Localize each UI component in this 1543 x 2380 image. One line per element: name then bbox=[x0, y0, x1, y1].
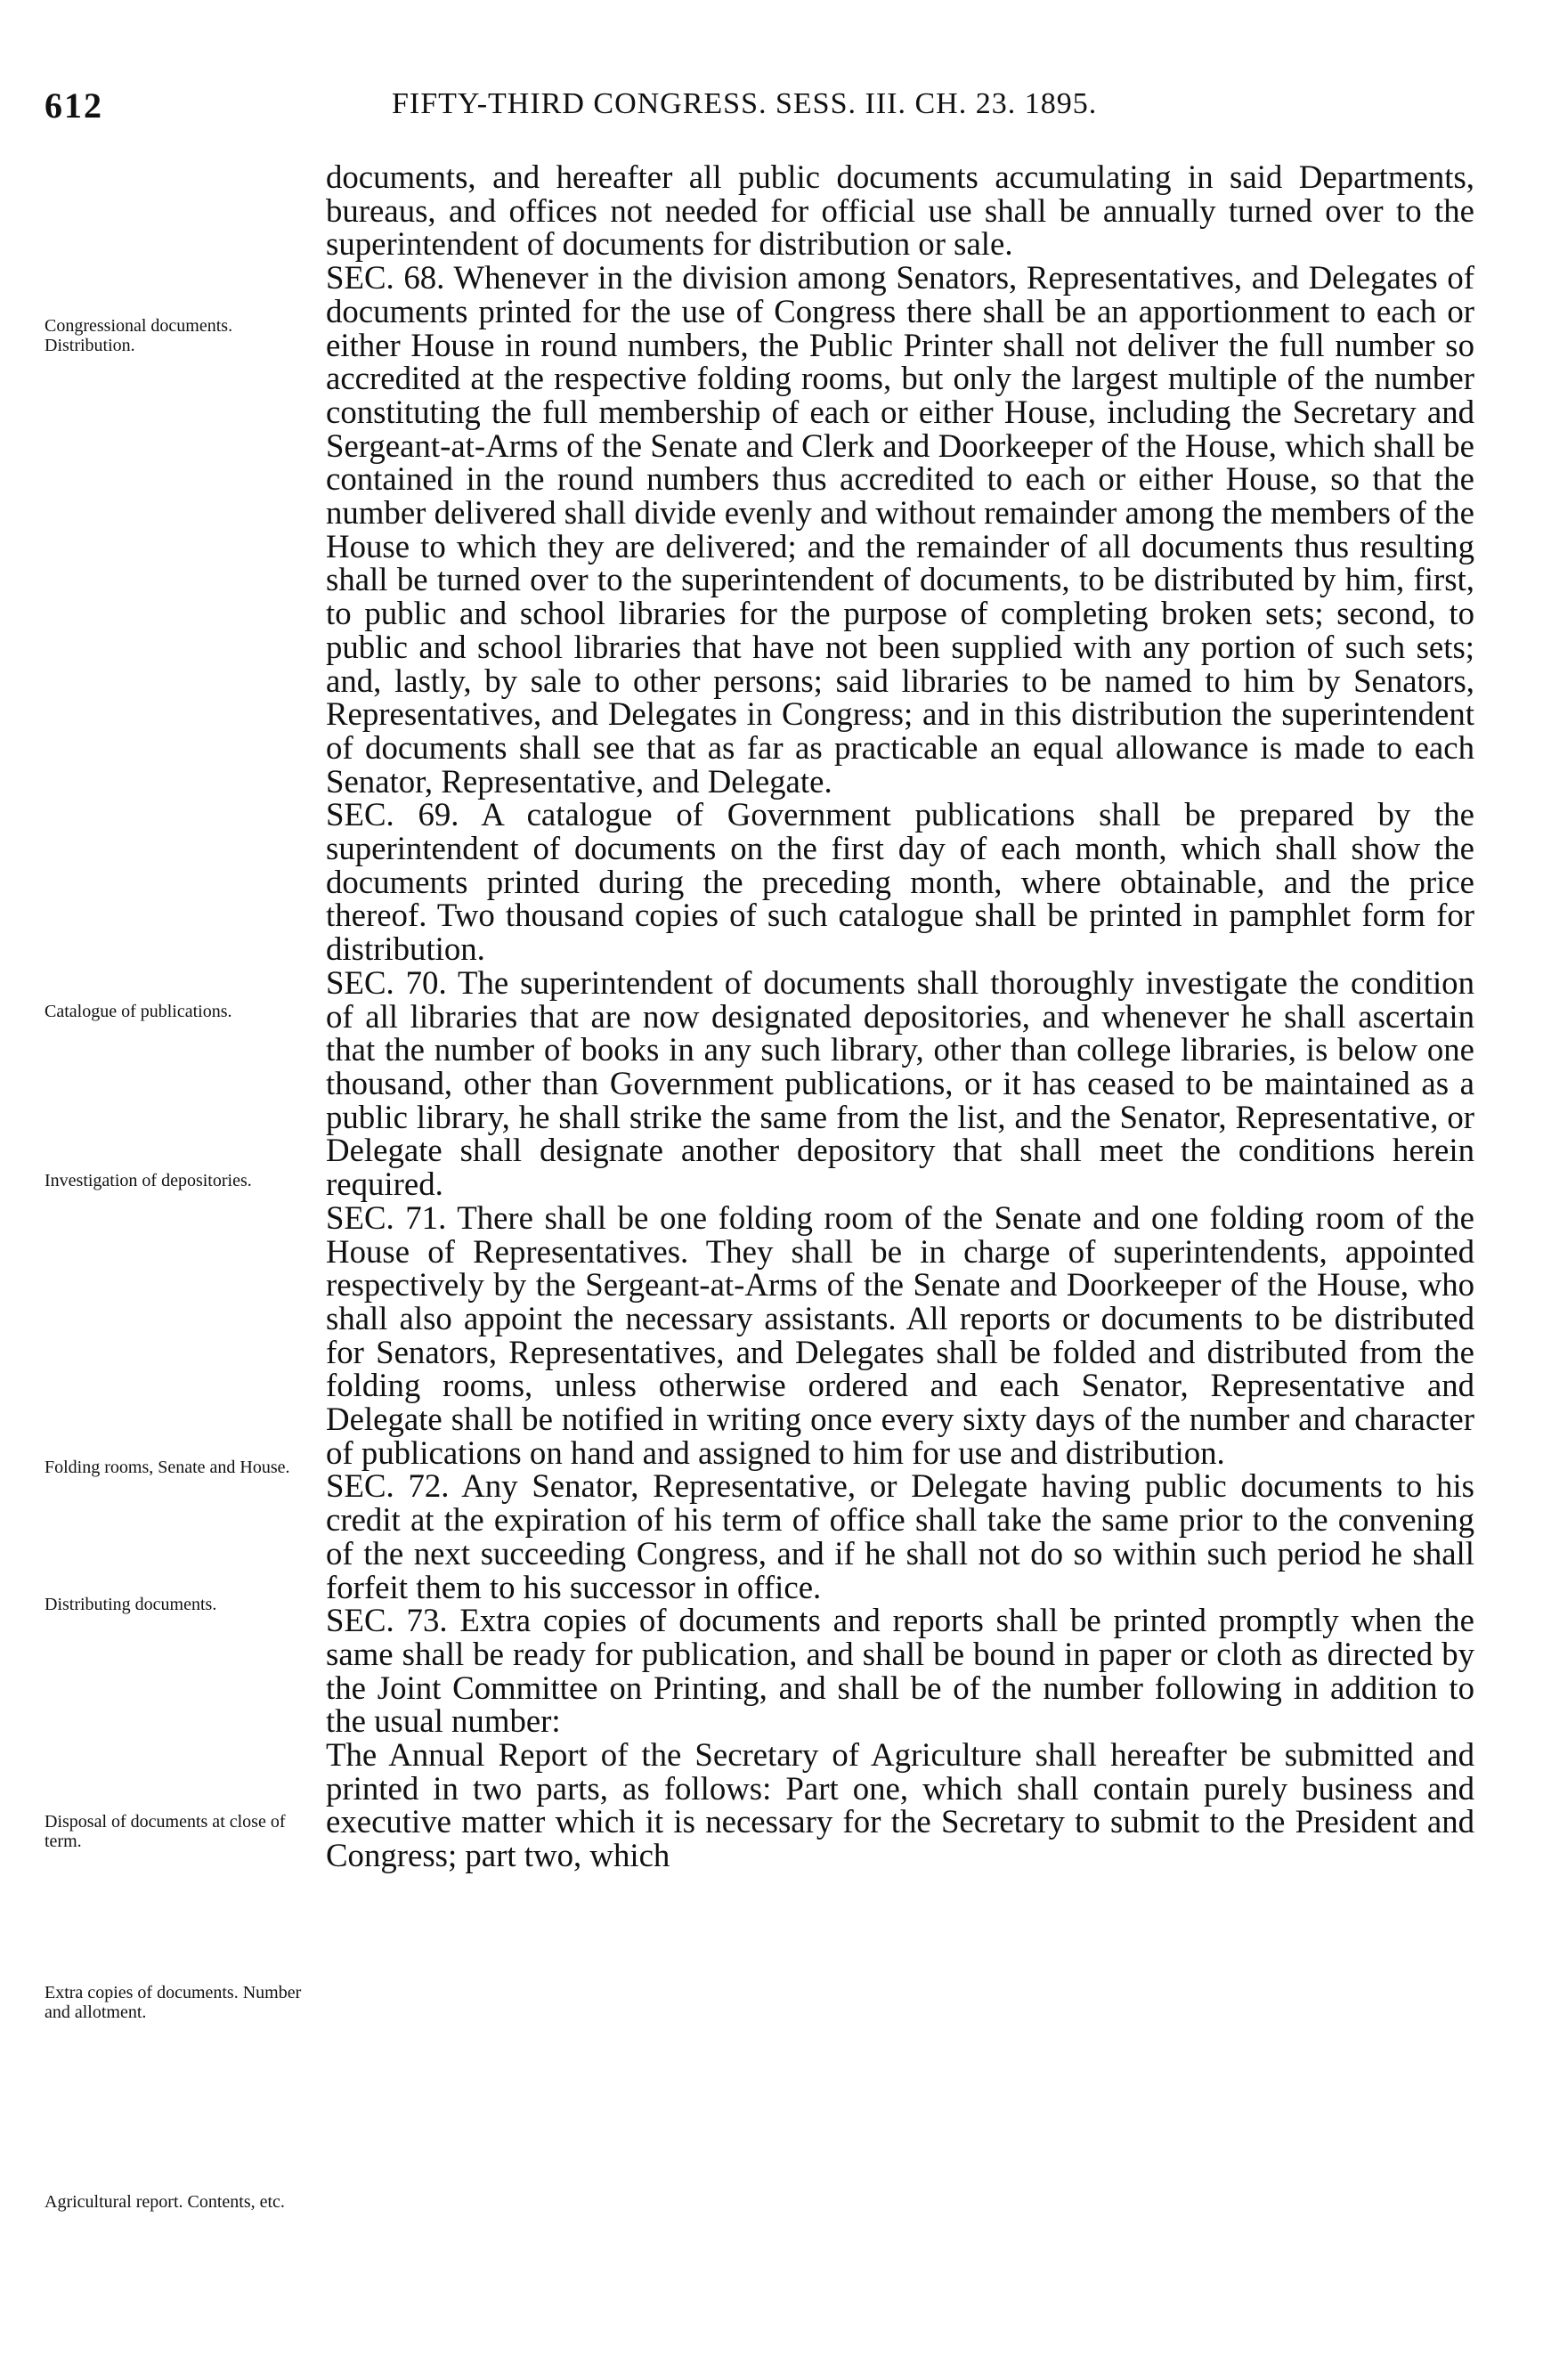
section-68 bbox=[326, 261, 1474, 798]
margin-note-agricultural-report: Agricultural report. Contents, etc. bbox=[45, 2192, 285, 2212]
section-text: The superintendent of documents shall thoroughly investigate the condition of all libraries that are now designated depositories, and whenever he shall ascertain that the number of books in any such library, other than college libraries, is below one thousand, other than Government publications, or it has ceased to be maintained as a public library, he shall strike the same from the list, and the Senator, Representative, or Delegate shall designate another depository that shall meet the conditions herein required. bbox=[326, 963, 1474, 1203]
paragraph-continuation bbox=[326, 160, 1474, 261]
margin-note-distributing-documents: Distributing documents. bbox=[45, 1595, 217, 1614]
section-label: SEC. 73. bbox=[326, 1602, 448, 1639]
section-71 bbox=[326, 1198, 1474, 1471]
body-text bbox=[326, 160, 1474, 1872]
section-text: Extra copies of documents and reports shall be printed promptly when the same shall be ready for publication, and shall be bound in paper or cloth as directed by the Joint Committee on Printing, and shall be of the number following in addition to the usual number: bbox=[326, 1602, 1474, 1740]
section-label: SEC. 71. bbox=[326, 1198, 447, 1236]
page-number: 612 bbox=[45, 85, 103, 126]
margin-note-disposal: Disposal of documents at close of term. bbox=[45, 1812, 286, 1851]
page-header bbox=[45, 85, 1478, 129]
section-label: SEC. 69. bbox=[326, 796, 459, 833]
section-text: Any Senator, Representative, or Delegate having public documents to his credit at the expiration of his term of office shall take the same prior to the convening of the next succeeding Congress, and if he shall not do so within such period he shall forfeit them to his successor in office. bbox=[326, 1467, 1474, 1605]
paragraph-agricultural-report bbox=[326, 1738, 1474, 1872]
section-label: SEC. 72. bbox=[326, 1467, 450, 1505]
paragraph-text: The Annual Report of the Secretary of Agriculture shall hereafter be submitted and printed in two parts, as follows: Part one, which shall contain purely business and executive matter which it is necessary for the Secretary to submit to the President and Congress; part two, which bbox=[326, 1736, 1474, 1874]
section-text: Whenever in the division among Senators, Representatives, and Delegates of documents printed for the use of Congress there shall be an apportionment to each or either House in round numbers, the Public Printer shall not deliver the full number so accredited at the respective folding rooms, but only the largest multiple of the number constituting the full membership of each or either House, including the Secretary and Sergeant-at-Arms of the Senate and Clerk and Doorkeeper of the House, which shall be contained in the round numbers thus accredited to each or either House, so that the number delivered shall divide evenly and without remainder among the members of the House to which they are delivered; and the remainder of all documents thus resulting shall be turned over to the superintendent of documents, to be distributed by him, first, to public and school libraries for the purpose of completing broken sets; second, to public and school libraries that have not been supplied with any portion of such sets; and, lastly, by sale to other persons; said libraries to be named to him by Senators, Representatives, and Delegates in Congress; and in this distribution the superintendent of documents shall see that as far as practicable an equal allowance is made to each Senator, Representative, and Delegate. bbox=[326, 259, 1474, 800]
margin-note-investigation: Investigation of depositories. bbox=[45, 1171, 252, 1190]
section-text: A catalogue of Government publications shall be prepared by the superintendent of documents on the first day of each month, which shall show the documents printed during the preceding month, where obtainable, and the price thereof. Two thousand copies of such catalogue shall be printed in pamphlet form for distribution. bbox=[326, 796, 1475, 968]
margin-note-folding-rooms: Folding rooms, Senate and House. bbox=[45, 1458, 290, 1477]
section-73 bbox=[326, 1604, 1474, 1738]
section-text: There shall be one folding room of the Senate and one folding room of the House of Representatives. They shall be in charge of superintendents, appointed respectively by the Sergeant-at-Arms of the Senate and Doorkeeper of the House, who shall also appoint the necessary assistants. All reports or documents to be distributed for Senators, Representatives, and Delegates shall be folded and distributed from the folding rooms, unless otherwise ordered and each Senator, Representative and Delegate shall be notified in writing once every sixty days of the number and character of publications on hand and assigned to him for use and distribution. bbox=[326, 1198, 1474, 1471]
section-72 bbox=[326, 1469, 1474, 1604]
section-69 bbox=[326, 798, 1474, 966]
paragraph-text: documents, and hereafter all public documents accumulating in said Departments, bureaus, and offices not needed for official use shall be annually turned over to the superintendent of documents for distribution or sale. bbox=[326, 158, 1474, 263]
margin-note-catalogue: Catalogue of publications. bbox=[45, 1002, 232, 1021]
section-label: SEC. 70. bbox=[326, 963, 447, 1001]
running-head: FIFTY-THIRD CONGRESS. SESS. III. CH. 23. 1895. bbox=[392, 87, 1098, 120]
section-label: SEC. 68. bbox=[326, 259, 445, 296]
margin-note-congressional-documents: Congressional documents. Distribution. bbox=[45, 316, 233, 355]
margin-note-extra-copies: Extra copies of documents. Number and allotment. bbox=[45, 1983, 302, 2022]
section-70 bbox=[326, 963, 1474, 1203]
